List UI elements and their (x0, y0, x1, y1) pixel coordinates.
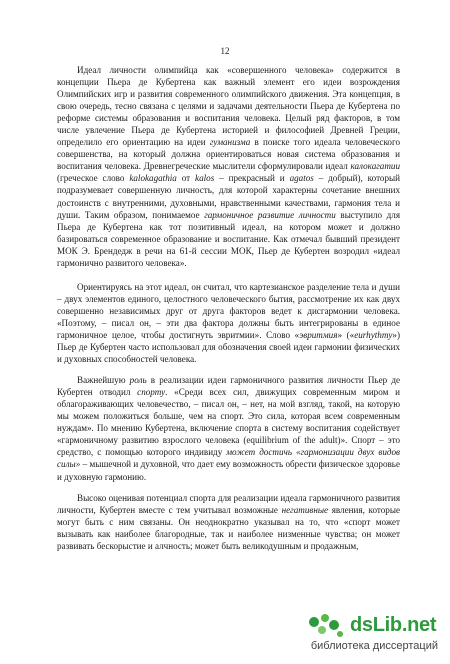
italic-text: негативные (281, 504, 329, 515)
text-run: явления, которые могут быть с ним связаны. Он неоднократно указывал на то, что «спорт может вызывать как наиболее благородные, так и наиболее низменные чувства; он может развивать бескорыстие и алчность; может быть великодушным и продажным, (57, 504, 400, 551)
text-run: Высоко оценивая потенциал спорта для реализации идеала гармоничного развития личности, Кубертен вместе с тем учитывал возможные (57, 492, 400, 515)
text-run: Важнейшую (77, 375, 130, 386)
text-run: в поиске того идеала человеческого совершенства, на который должна ориентироваться новая система образования и воспитания человека. Древнегреческие мыслители сформулировали идеал (57, 137, 400, 172)
document-body (57, 64, 400, 552)
text-run: – добрый), который подразумевает совершенную личность, для которой характерны сочетание внешних достоинств с внутренними, духовными, нравственными качествами, гармония тела и души. Таким образом, понимаемое (57, 173, 400, 220)
italic-text: может достичь «гармонизации двух видов силы» (57, 447, 400, 470)
text-run: ») Пьер де Кубертен часто использовал для обозначения своей идеи гармонии физических и духовных способностей человека. (57, 329, 400, 365)
text-run: . «Среди всех сил, движущих современным миром и облагораживающих человечество, – писал он, – нет, на мой взгляд, такой, на которую мы можем положиться больше, чем на спорт. Это сила, которая всем современным нуждам». По мнению Кубертена, включение спорта в систему воспитания содействует «гармоничному развитию взрослого человека (equilibrium of the adult)». Спорт – это средство, с помощью которого индивиду (57, 387, 400, 458)
text-run: – мышечной и духовной, что дает ему возможность обрести физическое здоровье и духовную гармонию. (57, 459, 400, 482)
italic-text: agatos (289, 173, 314, 184)
text-run: – прекрасный и (214, 173, 290, 184)
italic-text: роль (129, 375, 147, 386)
paragraph (57, 374, 400, 482)
italic-text: спорту (137, 387, 166, 398)
paragraph (57, 64, 400, 269)
italic-text: kalos (195, 173, 215, 184)
italic-text: гуманизма (209, 137, 251, 148)
text-run: выступило для Пьера де Кубертена как тот позитивный идеал, на котором может и должно базироваться современное образование и воспитание. Как отмечал бывший президент МОК Э. Брендедж в речи на 61-й сессии МОК, Пьер де Кубертен возродил «идеал гармонично развитого человека». (57, 209, 401, 268)
dslib-watermark[interactable] (306, 612, 438, 654)
text-run: от (176, 173, 196, 184)
paragraph (57, 281, 400, 365)
text-run: в реализации идеи гармоничного развития личности Пьер де Кубертен отводил (57, 375, 400, 398)
watermark-tagline: библиотека диссертаций (310, 640, 438, 652)
text-run: (греческое слово (57, 173, 130, 184)
text-run: Ориентируясь на этот идеал, он считал, что картезианское разделение тела и души – двух элементов единого, целостного человеческого бытия, рассмотрение их как двух совершенно независимых друг от друга факторов ведет к дисгармонии человека. «Поэтому, – писал он, – эти два фактора должны быть интегрированы в единое гармоничное целое, чтобы достигнуть эвритмии». Слово « (57, 281, 400, 340)
paragraph (57, 492, 400, 552)
italic-text: eurhythmy (354, 329, 393, 340)
page-number: 12 (220, 46, 230, 56)
watermark-brand: dsLib.net (350, 614, 437, 636)
italic-text: калокагатии (350, 161, 400, 172)
text-run: Идеал личности олимпийца как «совершенного человека» содержится в концепции Пьера де Кубертена как важный элемент его идеи возрождения Олимпийских игр и развития современного олимпийского движения. Эта концепция, в свою очередь, тесно связана с целями и задачами деятельности Пьера де Кубертена по реформе системы образования и воспитания человека. Целый ряд факторов, в том числе увлечение Пьера де Кубертена историей и философией Древней Греции, определило его ориентацию на идеи (57, 65, 400, 148)
italic-text: гармоничное развитие личности (204, 209, 336, 220)
text-run: » (« (337, 329, 355, 340)
italic-text: kalokagathia (129, 173, 177, 184)
dslib-logo-icon (306, 612, 348, 640)
italic-text: эвритмия (299, 329, 338, 340)
